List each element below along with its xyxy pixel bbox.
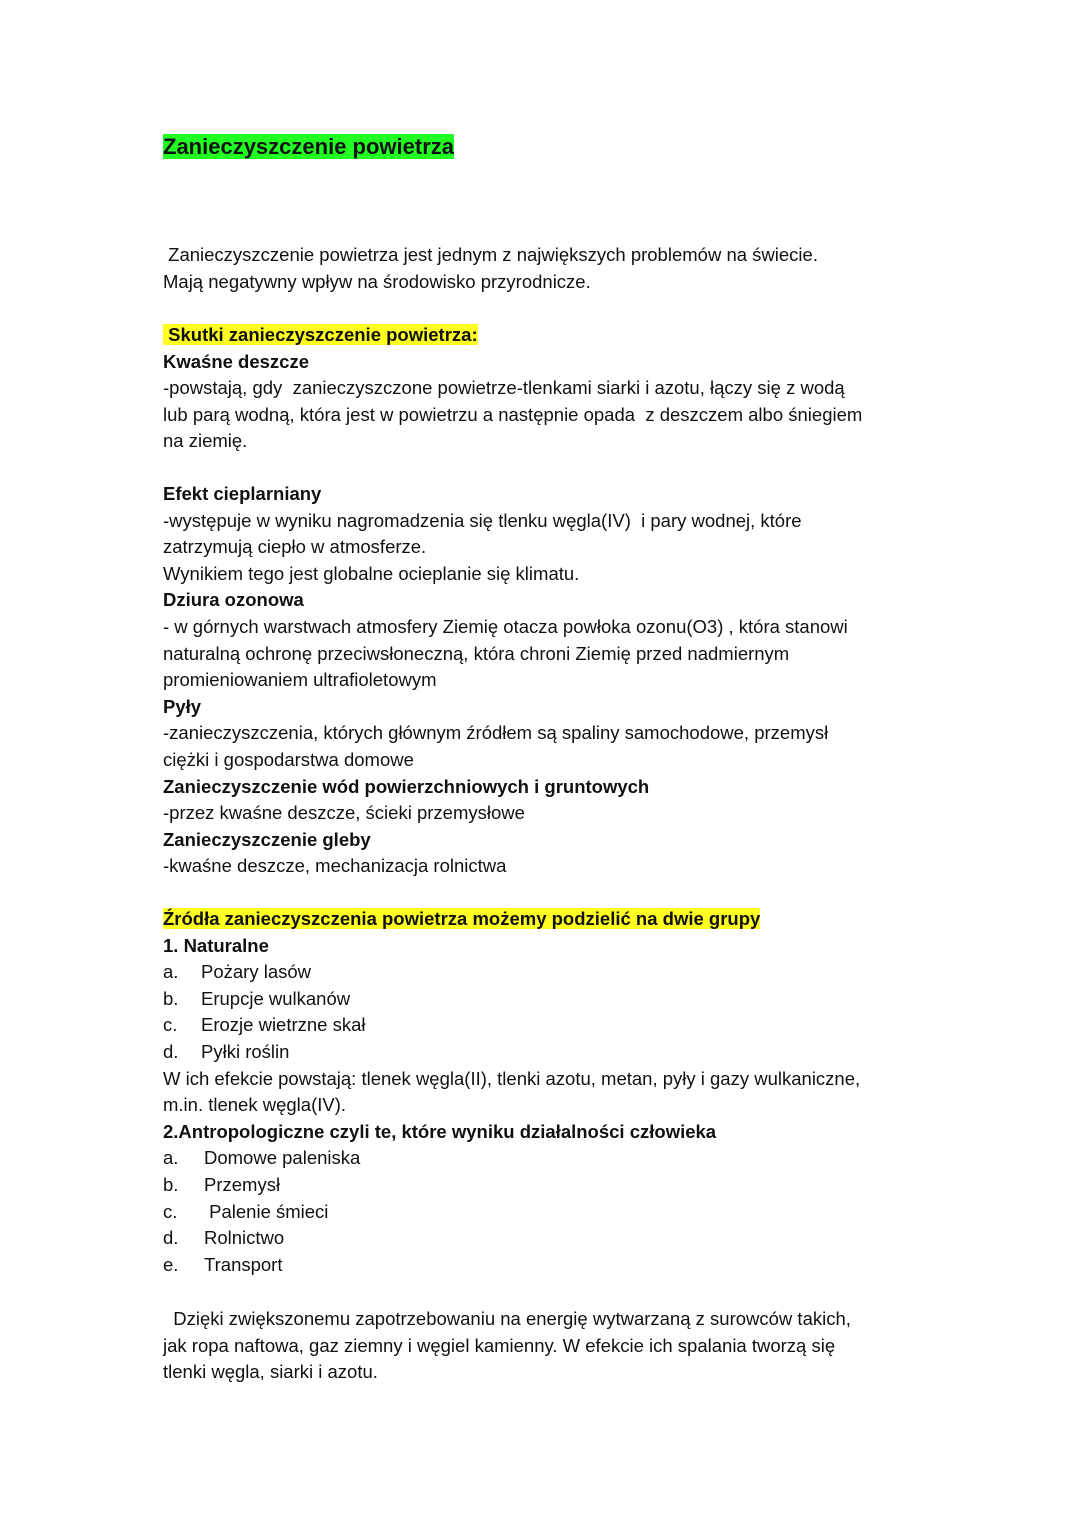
list-item-text: Erupcje wulkanów <box>201 987 351 1009</box>
ozone-line: naturalną ochronę przeciwsłoneczną, która chroni Ziemię przed nadmiernym <box>163 642 790 664</box>
intro-paragraph <box>163 242 943 295</box>
list-item <box>163 1225 943 1252</box>
list-marker: d. <box>163 1227 179 1249</box>
dust-line: ciężki i gospodarstwa domowe <box>163 748 414 770</box>
natural-heading: 1. Naturalne <box>163 934 269 956</box>
natural-after-line: W ich efekcie powstają: tlenek węgla(II), tlenki azotu, metan, pyły i gazy wulkaniczne, <box>163 1067 861 1089</box>
acid-rain-heading: Kwaśne deszcze <box>163 350 310 372</box>
greenhouse-heading: Efekt cieplarniany <box>163 483 322 504</box>
list-marker: c. <box>163 1014 178 1036</box>
ozone-line: promieniowaniem ultrafioletowym <box>163 669 437 691</box>
list-item-text: Przemysł <box>204 1173 281 1195</box>
water-line: -przez kwaśne deszcze, ścieki przemysłowe <box>163 802 525 824</box>
soil-line: -kwaśne deszcze, mechanizacja rolnictwa <box>163 855 507 877</box>
list-item-text: Palenie śmieci <box>204 1200 329 1222</box>
closing-line: Dzięki zwiększonemu zapotrzebowaniu na energię wytwarzaną z surowców takich, <box>163 1308 851 1329</box>
greenhouse-line: -występuje w wyniku nagromadzenia się tlenku węgla(IV) i pary wodnej, które <box>163 509 802 531</box>
intro-line: Mają negatywny wpływ na środowisko przyrodnicze. <box>163 270 591 292</box>
sources-heading: Źródła zanieczyszczenia powietrza możemy podzielić na dwie grupy <box>163 908 761 929</box>
list-item-text: Pożary lasów <box>201 961 312 983</box>
ozone-line: - w górnych warstwach atmosfery Ziemię otacza powłoka ozonu(O3) , która stanowi <box>163 615 848 637</box>
greenhouse-line: zatrzymują ciepło w atmosferze. <box>163 536 427 558</box>
list-item <box>163 1039 943 1066</box>
greenhouse-line: Wynikiem tego jest globalne ocieplanie się klimatu. <box>163 562 580 584</box>
list-marker: b. <box>163 987 179 1009</box>
list-marker: c. <box>163 1200 178 1222</box>
closing-line: tlenki węgla, siarki i azotu. <box>163 1361 378 1383</box>
acid-rain-line: -powstają, gdy zanieczyszczone powietrze-tlenkami siarki i azotu, łączy się z wodą <box>163 377 845 399</box>
natural-after-line: m.in. tlenek węgla(IV). <box>163 1094 347 1116</box>
list-item-text: Erozje wietrzne skał <box>201 1014 366 1036</box>
title-highlight: Zanieczyszczenie powietrza <box>163 134 454 159</box>
closing-paragraph <box>163 1306 943 1386</box>
effects-heading: Skutki zanieczyszczenie powietrza: <box>163 324 478 345</box>
acid-rain-line: lub parą wodną, która jest w powietrzu a następnie opada z deszczem albo śniegiem <box>163 403 863 425</box>
acid-rain-line: na ziemię. <box>163 430 248 452</box>
list-item <box>163 986 943 1013</box>
list-item-text: Domowe paleniska <box>204 1147 361 1169</box>
dust-heading: Pyły <box>163 695 202 717</box>
list-item-text: Pyłki roślin <box>201 1040 290 1062</box>
dust-line: -zanieczyszczenia, których głównym źródłem są spaliny samochodowe, przemysł <box>163 722 829 744</box>
document-title <box>163 131 454 163</box>
water-heading: Zanieczyszczenie wód powierzchniowych i gruntowych <box>163 775 650 797</box>
list-item <box>163 1012 943 1039</box>
intro-line: Zanieczyszczenie powietrza jest jednym z największych problemów na świecie. <box>163 244 818 265</box>
list-item <box>163 1145 943 1172</box>
list-item <box>163 959 943 986</box>
list-marker: a. <box>163 1147 179 1169</box>
effects-section-continued <box>163 481 943 880</box>
list-marker: a. <box>163 961 179 983</box>
sources-section <box>163 906 943 1278</box>
list-item-text: Transport <box>204 1253 283 1275</box>
list-marker: b. <box>163 1173 179 1195</box>
list-item-text: Rolnictwo <box>204 1227 285 1249</box>
list-item <box>163 1172 943 1199</box>
effects-section <box>163 322 943 455</box>
ozone-heading: Dziura ozonowa <box>163 589 304 611</box>
list-item <box>163 1199 943 1226</box>
list-marker: d. <box>163 1040 179 1062</box>
soil-heading: Zanieczyszczenie gleby <box>163 828 371 850</box>
list-item <box>163 1252 943 1279</box>
anthropogenic-heading: 2.Antropologiczne czyli te, które wyniku działalności człowieka <box>163 1120 717 1142</box>
list-marker: e. <box>163 1253 179 1275</box>
closing-line: jak ropa naftowa, gaz ziemny i węgiel kamienny. W efekcie ich spalania tworzą się <box>163 1334 836 1356</box>
